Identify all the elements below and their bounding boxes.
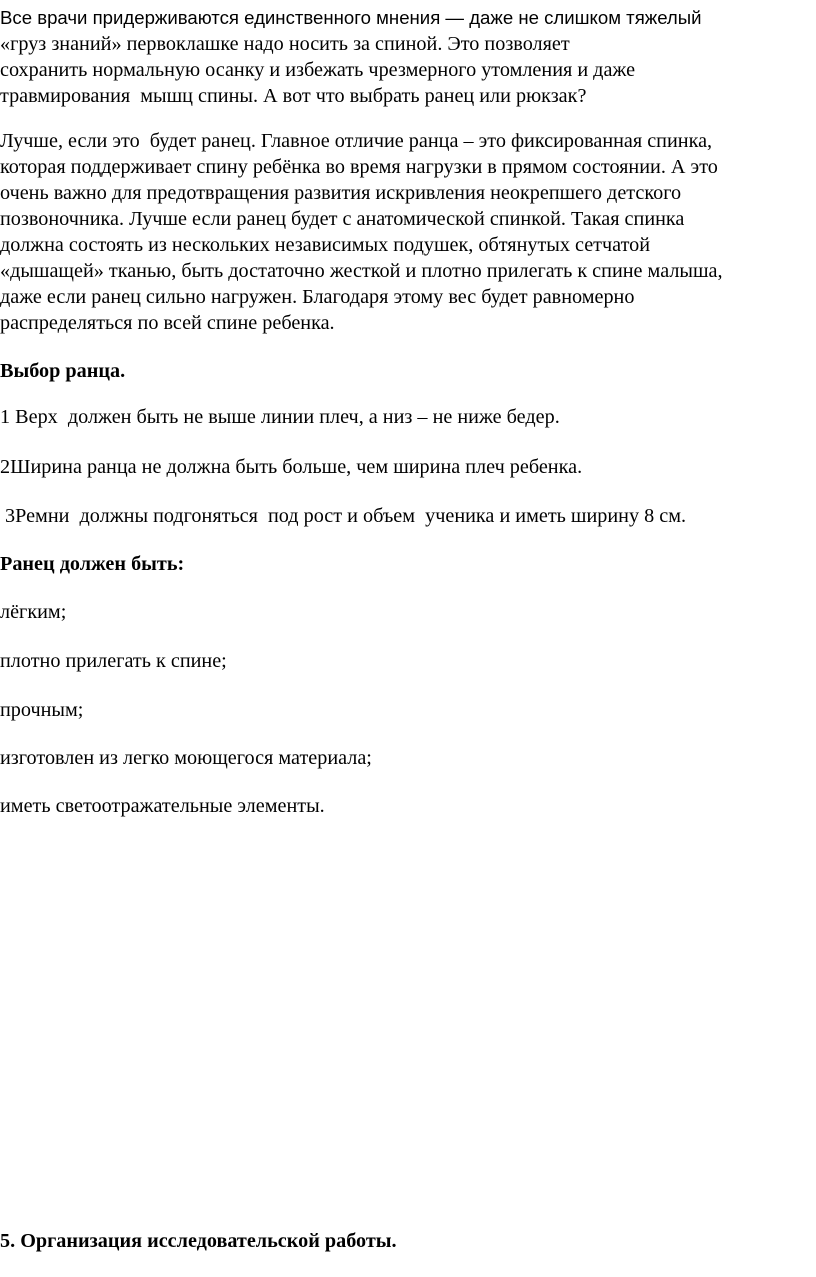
list-item: иметь светоотражательные элементы. <box>0 795 325 817</box>
paragraph-line: Лучше, если это будет ранец. Главное отличие ранца – это фиксированная спинка, <box>0 130 713 152</box>
paragraph-line: «дышащей» тканью, быть достаточно жесткой и плотно прилегать к спине малыша, <box>0 260 723 282</box>
paragraph-line: которая поддерживает спину ребёнка во время нагрузки в прямом состоянии. А это <box>0 156 718 178</box>
intro-line-3: сохранить нормальную осанку и избежать чрезмерного утомления и даже <box>0 59 636 81</box>
section-heading: 5. Организация исследовательской работы. <box>0 1230 397 1252</box>
list-item: прочным; <box>0 699 84 721</box>
list-item: плотно прилегать к спине; <box>0 650 227 672</box>
paragraph-line: распределяться по всей спине ребенка. <box>0 312 335 334</box>
intro-line-2: «груз знаний» первоклашке надо носить за спиной. Это позволяет <box>0 33 570 55</box>
paragraph-line: даже если ранец сильно нагружен. Благодаря этому вес будет равномерно <box>0 286 635 308</box>
intro-line-4: травмирования мышц спины. А вот что выбрать ранец или рюкзак? <box>0 85 587 107</box>
list-item: 1 Верх должен быть не выше линии плеч, а низ – не ниже бедер. <box>0 406 560 428</box>
list-item: 2Ширина ранца не должна быть больше, чем ширина плеч ребенка. <box>0 456 583 478</box>
list-item: лёгким; <box>0 601 67 623</box>
list-item: 3Ремни должны подгоняться под рост и объем ученика и иметь ширину 8 см. <box>0 505 687 527</box>
requirements-heading: Ранец должен быть: <box>0 553 185 575</box>
paragraph-line: позвоночника. Лучше если ранец будет с анатомической спинкой. Такая спинка <box>0 208 685 230</box>
paragraph-line: должна состоять из нескольких независимых подушек, обтянутых сетчатой <box>0 234 651 256</box>
paragraph-line: очень важно для предотвращения развития искривления неокрепшего детского <box>0 182 682 204</box>
list-item: изготовлен из легко моющегося материала; <box>0 747 372 769</box>
choice-heading: Выбор ранца. <box>0 360 126 382</box>
intro-line-1: Все врачи придерживаются единственного мнения — даже не слишком тяжелый <box>0 7 702 28</box>
